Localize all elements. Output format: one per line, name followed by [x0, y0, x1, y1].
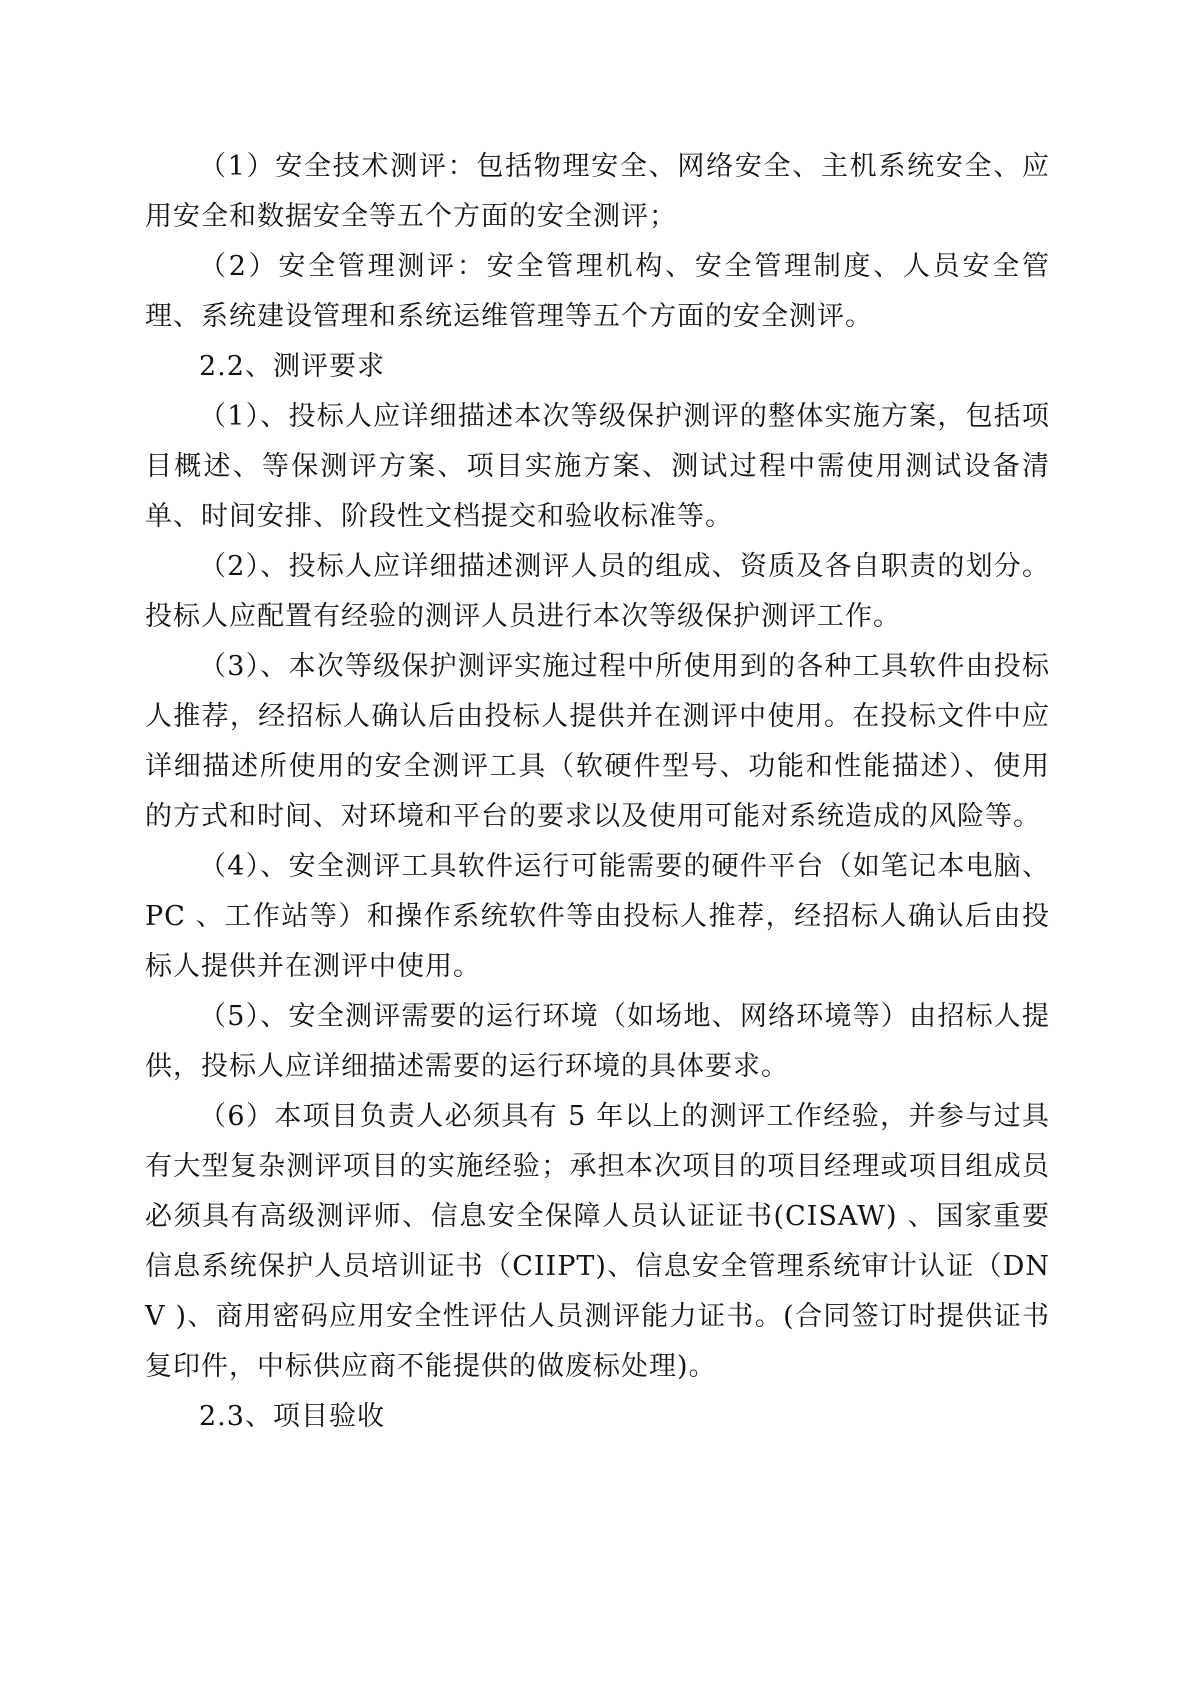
paragraph-requirement-6: （6）本项目负责人必须具有 5 年以上的测评工作经验，并参与过具有大型复杂测评项目的实施经验；承担本次项目的项目经理或项目组成员必须具有高级测评师、信息安全保障人员认证证书(CISAW) 、国家重要信息系统保护人员培训证书（CIIPT)、信息安全管理系统审计认证（DNV )、商用密码应用安全性评估人员测评能力证书。(合同签订时提供证书复印件，中标供应商不能提供的做废标处理)。: [145, 1101, 1050, 1382]
paragraph-requirement-1: （1）、投标人应详细描述本次等级保护测评的整体实施方案，包括项目概述、等保测评方案、项目实施方案、测试过程中需使用测试设备清单、时间安排、阶段性文档提交和验收标准等。: [145, 401, 1050, 532]
paragraph-requirement-4: （4）、安全测评工具软件运行可能需要的硬件平台（如笔记本电脑、PC 、工作站等）和操作系统软件等由投标人推荐，经招标人确认后由投标人提供并在测评中使用。: [145, 851, 1050, 982]
paragraph-requirement-5: （5）、安全测评需要的运行环境（如场地、网络环境等）由招标人提供，投标人应详细描述需要的运行环境的具体要求。: [145, 1001, 1050, 1082]
paragraph-requirement-2: （2）、投标人应详细描述测评人员的组成、资质及各自职责的划分。投标人应配置有经验的测评人员进行本次等级保护测评工作。: [145, 551, 1050, 632]
paragraph-security-tech-eval: （1）安全技术测评：包括物理安全、网络安全、主机系统安全、应用安全和数据安全等五个方面的安全测评；: [145, 151, 1050, 232]
section-heading-2-3: 2.3、项目验收: [199, 1401, 385, 1432]
paragraph-requirement-3: （3）、本次等级保护测评实施过程中所使用到的各种工具软件由投标人推荐，经招标人确认后由投标人提供并在测评中使用。在投标文件中应详细描述所使用的安全测评工具（软硬件型号、功能和性能描述）、使用的方式和时间、对环境和平台的要求以及使用可能对系统造成的风险等。: [145, 651, 1050, 832]
document-body: [145, 142, 1050, 1442]
paragraph-security-mgmt-eval: （2）安全管理测评：安全管理机构、安全管理制度、人员安全管理、系统建设管理和系统运维管理等五个方面的安全测评。: [145, 251, 1050, 332]
section-heading-2-2: 2.2、测评要求: [199, 351, 385, 382]
